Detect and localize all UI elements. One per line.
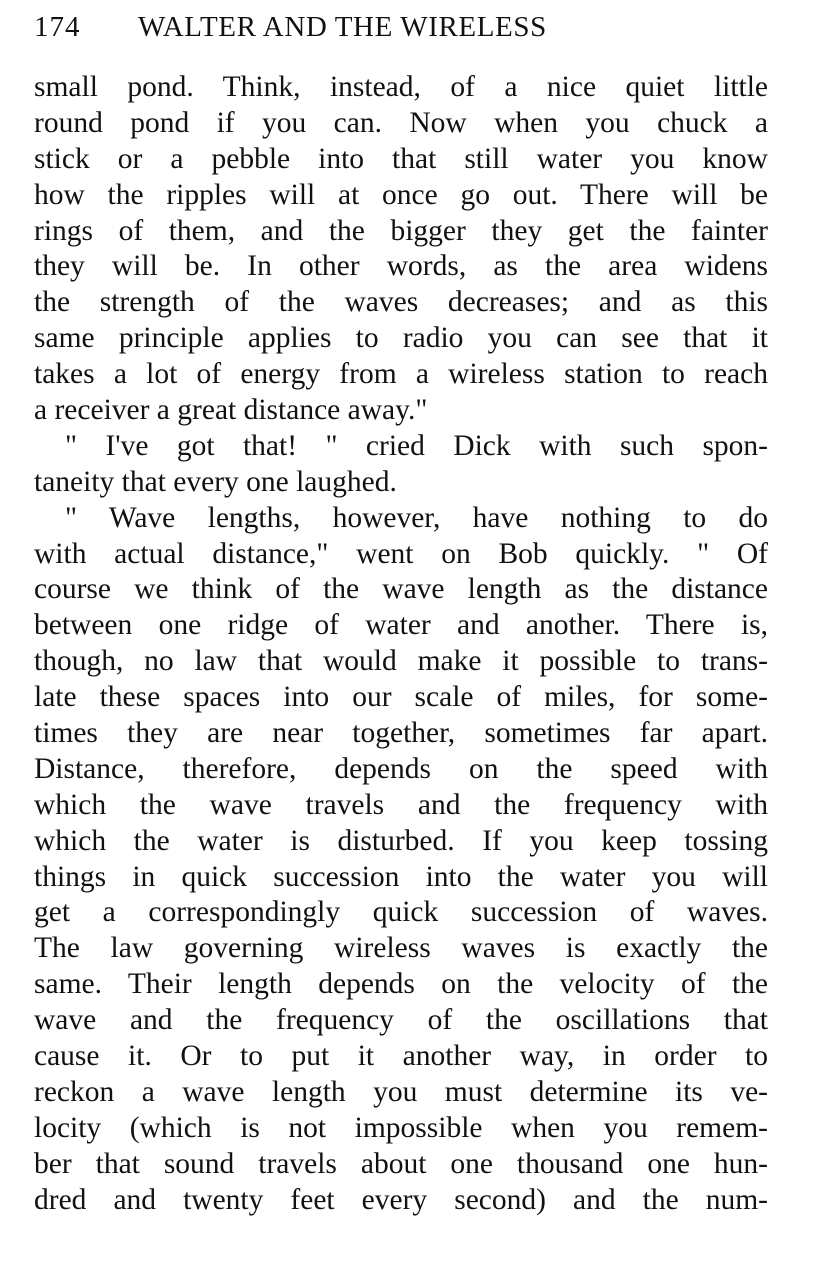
text-line: same principle applies to radio you can see that it <box>34 322 768 355</box>
text-line: wave and the frequency of the oscillations that <box>34 1004 768 1037</box>
text-line: " Wave lengths, however, have nothing to do <box>65 501 768 534</box>
text-line: rings of them, and the bigger they get the fainter <box>34 214 768 247</box>
text-line: they will be. In other words, as the area widens <box>34 250 768 283</box>
text-line: takes a lot of energy from a wireless station to reach <box>34 358 768 391</box>
text-line: reckon a wave length you must determine its ve- <box>34 1075 768 1108</box>
body-text <box>34 70 768 1219</box>
paragraph <box>34 70 768 429</box>
text-line: late these spaces into our scale of miles, for some- <box>34 681 768 714</box>
text-line: stick or a pebble into that still water you know <box>34 142 768 175</box>
text-line: locity (which is not impossible when you remem- <box>34 1111 768 1144</box>
text-line: taneity that every one laughed. <box>34 465 397 498</box>
paragraph <box>34 501 768 1219</box>
text-line: same. Their length depends on the velocity of the <box>34 968 768 1001</box>
text-line: cause it. Or to put it another way, in order to <box>34 1040 768 1073</box>
text-line: between one ridge of water and another. There is, <box>34 609 768 642</box>
running-title: WALTER AND THE WIRELESS <box>138 11 547 43</box>
paragraph <box>34 429 768 501</box>
text-line: how the ripples will at once go out. There will be <box>34 178 768 211</box>
running-head <box>34 10 768 44</box>
page-number: 174 <box>34 11 81 43</box>
text-line: a receiver a great distance away." <box>34 394 428 427</box>
text-line: which the water is disturbed. If you keep tossing <box>34 824 768 857</box>
text-line: get a correspondingly quick succession of waves. <box>34 896 768 929</box>
text-line: The law governing wireless waves is exactly the <box>34 932 768 965</box>
text-line: though, no law that would make it possible to trans- <box>34 645 768 678</box>
book-page <box>34 10 768 1219</box>
text-line: ber that sound travels about one thousand one hun- <box>34 1147 768 1180</box>
text-line: times they are near together, sometimes far apart. <box>34 717 768 750</box>
text-line: things in quick succession into the water you will <box>34 860 768 893</box>
text-line: with actual distance," went on Bob quickly. " Of <box>34 537 768 570</box>
text-line: course we think of the wave length as the distance <box>34 573 768 606</box>
text-line: round pond if you can. Now when you chuck a <box>34 106 768 139</box>
text-line: which the wave travels and the frequency with <box>34 788 768 821</box>
text-line: dred and twenty feet every second) and the num- <box>34 1183 768 1216</box>
text-line: " I've got that! " cried Dick with such spon- <box>65 429 768 462</box>
text-line: Distance, therefore, depends on the speed with <box>34 752 768 785</box>
text-line: small pond. Think, instead, of a nice quiet little <box>34 71 768 103</box>
text-line: the strength of the waves decreases; and as this <box>34 286 768 319</box>
